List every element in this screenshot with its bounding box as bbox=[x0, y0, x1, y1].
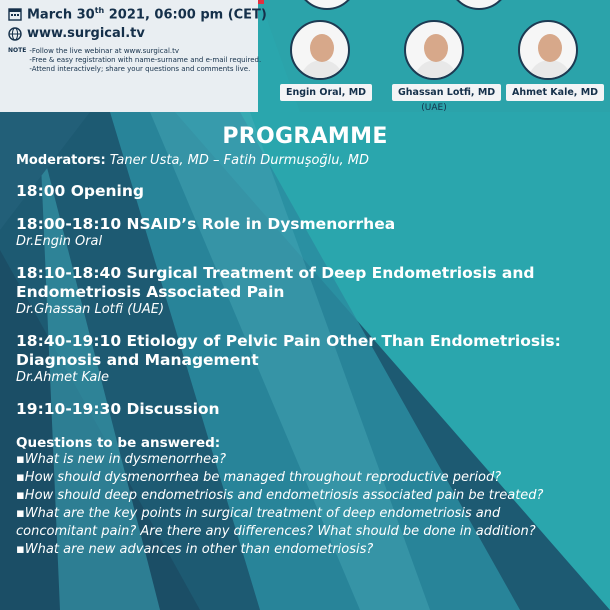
website-link[interactable]: www.surgical.tv bbox=[27, 26, 145, 42]
session-title: 18:10-18:40 Surgical Treatment of Deep Endometriosis and Endometriosis Associated Pain bbox=[16, 264, 535, 301]
decorative-bar bbox=[258, 0, 264, 4]
calendar-icon bbox=[8, 7, 22, 21]
event-info-card bbox=[0, 0, 267, 112]
date-row bbox=[8, 6, 267, 23]
speaker-card-kale bbox=[506, 20, 599, 101]
speaker-name: Ahmet Kale, MD bbox=[506, 84, 604, 101]
speaker-card-lotfi bbox=[392, 20, 496, 113]
speaker-photo bbox=[290, 20, 350, 80]
speaker-name: Engin Oral, MD bbox=[280, 84, 372, 101]
event-date: March 30th 2021, 06:00 pm (CET) bbox=[27, 6, 267, 23]
session-speaker: Dr.Engin Oral bbox=[16, 234, 103, 249]
website-row bbox=[8, 26, 252, 41]
session-item bbox=[16, 182, 606, 201]
question-item: ▪What is new in dysmenorrhea? bbox=[16, 452, 226, 467]
note-line: -Free & easy registration with name-surname and e-mail required. bbox=[29, 56, 262, 65]
session-title: 18:00-18:10 NSAID’s Role in Dysmenorrhea bbox=[16, 215, 396, 233]
session-title: 18:40-19:10 Etiology of Pelvic Pain Other Than Endometriosis: Diagnosis and Management bbox=[16, 332, 561, 369]
globe-icon bbox=[8, 27, 22, 41]
session-item bbox=[16, 400, 606, 419]
session-title: 18:00 Opening bbox=[16, 182, 144, 200]
questions-heading: Questions to be answered: bbox=[16, 435, 221, 451]
question-item: concomitant pain? Are there any differences? What should be done in addition? bbox=[16, 524, 536, 539]
session-item bbox=[16, 264, 606, 318]
note-line: -Attend interactively; share your questions and comments live. bbox=[29, 65, 251, 74]
session-title: 19:10-19:30 Discussion bbox=[16, 400, 220, 418]
notes-block bbox=[8, 47, 262, 74]
speaker-affiliation: (UAE) bbox=[421, 103, 447, 113]
question-item: ▪What are new advances in other than endometriosis? bbox=[16, 542, 374, 557]
question-item: ▪How should dysmenorrhea be managed throughout reproductive period? bbox=[16, 470, 502, 485]
speaker-card-oral bbox=[280, 20, 367, 101]
programme-content bbox=[16, 153, 606, 559]
moderators-line: Moderators: Taner Usta, MD – Fatih Durmuşoğlu, MD bbox=[16, 153, 370, 168]
session-speaker: Dr.Ahmet Kale bbox=[16, 370, 109, 385]
note-line: -Follow the live webinar at www.surgical.tv bbox=[29, 47, 180, 56]
session-item bbox=[16, 332, 606, 386]
programme-title: PROGRAMME bbox=[222, 124, 388, 149]
speaker-photo bbox=[404, 20, 464, 80]
speaker-name: Ghassan Lotfi, MD bbox=[392, 84, 501, 101]
session-item bbox=[16, 215, 606, 250]
speaker-photo bbox=[518, 20, 578, 80]
question-item: ▪What are the key points in surgical treatment of deep endometriosis and bbox=[16, 506, 501, 521]
session-speaker: Dr.Ghassan Lotfi (UAE) bbox=[16, 302, 165, 317]
note-label: NOTE bbox=[8, 47, 27, 55]
question-item: ▪How should deep endometriosis and endometriosis associated pain be treated? bbox=[16, 488, 544, 503]
